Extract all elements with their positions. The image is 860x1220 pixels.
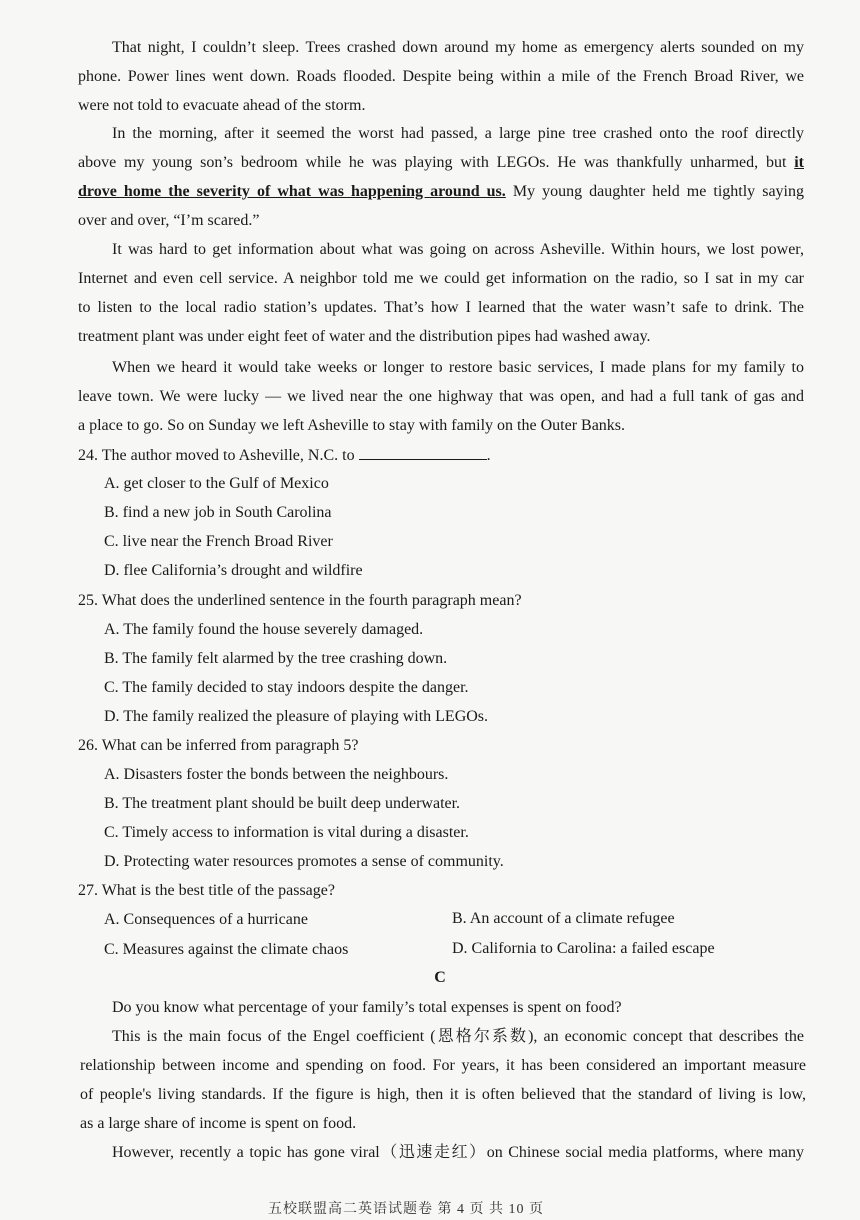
question-text: 24. The author moved to Asheville, N.C. to	[78, 447, 355, 464]
option-c: C. live near the French Broad River	[104, 533, 333, 550]
paragraph-line	[78, 153, 804, 173]
question-24-stem	[78, 445, 804, 466]
page-footer: 五校联盟高二英语试题卷 第 4 页 共 10 页	[268, 1202, 544, 1217]
question-26-stem: 26. What can be inferred from paragraph 5?	[78, 737, 359, 754]
question-25-stem: 25. What does the underlined sentence in the fourth paragraph mean?	[78, 592, 522, 609]
option-b: B. find a new job in South Carolina	[104, 504, 332, 521]
text-span: above my young son’s bedroom while he was playing with LEGOs. He was thankfully unharmed, but	[78, 154, 795, 171]
section-heading: C	[434, 969, 446, 986]
option-c: C. The family decided to stay indoors despite the danger.	[104, 679, 469, 696]
option-c: C. Timely access to information is vital during a disaster.	[104, 824, 469, 841]
paragraph-line: treatment plant was under eight feet of water and the distribution pipes had washed away.	[78, 328, 651, 345]
paragraph-line: Do you know what percentage of your family’s total expenses is spent on food?	[112, 999, 622, 1016]
paragraph-line	[78, 182, 804, 202]
paragraph-line: However, recently a topic has gone viral（迅速走红）on Chinese social media platforms, where many	[112, 1144, 804, 1161]
question-end: .	[486, 447, 491, 464]
text-span: My young daughter held me tightly saying	[505, 183, 804, 200]
option-d: D. The family realized the pleasure of playing with LEGOs.	[104, 708, 489, 725]
option-a: A. The family found the house severely damaged.	[104, 621, 424, 638]
paragraph-line: When we heard it would take weeks or longer to restore basic services, I made plans for my family to	[112, 359, 804, 376]
option-c: C. Measures against the climate chaos	[104, 941, 349, 958]
option-a: A. Disasters foster the bonds between the neighbours.	[104, 766, 449, 783]
paragraph-line: phone. Power lines went down. Roads flooded. Despite being within a mile of the French Broad River, we	[78, 68, 804, 85]
answer-blank	[359, 445, 487, 460]
paragraph-line: to listen to the local radio station’s updates. That’s how I learned that the water wasn’t safe to drink. The	[78, 299, 804, 316]
question-27-stem: 27. What is the best title of the passage?	[78, 882, 335, 899]
paragraph-line: It was hard to get information about what was going on across Asheville. Within hours, we lost power,	[112, 241, 804, 258]
paragraph-line: Internet and even cell service. A neighbor told me we could get information on the radio, so I sat in my car	[78, 270, 804, 287]
option-d: D. Protecting water resources promotes a sense of community.	[104, 853, 504, 870]
option-d: D. California to Carolina: a failed escape	[452, 940, 715, 957]
underlined-sentence: it	[794, 154, 804, 171]
paragraph-line: a place to go. So on Sunday we left Asheville to stay with family on the Outer Banks.	[78, 417, 626, 434]
option-b: B. The treatment plant should be built deep underwater.	[104, 795, 461, 812]
paragraph-line: relationship between income and spending on food. For years, it has been considered an important measure	[80, 1057, 806, 1074]
paragraph-line: of people's living standards. If the figure is high, then it is often believed that the standard of living is low,	[80, 1086, 806, 1103]
paragraph-line: In the morning, after it seemed the worst had passed, a large pine tree crashed onto the roof directly	[112, 125, 804, 142]
paragraph-line: leave town. We were lucky — we lived near the one highway that was open, and had a full tank of gas and	[78, 388, 804, 405]
paragraph-line: were not told to evacuate ahead of the storm.	[78, 97, 366, 114]
paragraph-line: This is the main focus of the Engel coefficient (恩格尔系数), an economic concept that describes the	[112, 1028, 804, 1045]
paragraph-line: That night, I couldn’t sleep. Trees crashed down around my home as emergency alerts sounded on my	[112, 39, 804, 56]
option-a: A. get closer to the Gulf of Mexico	[104, 475, 329, 492]
underlined-sentence: drove home the severity of what was happening around us.	[78, 183, 506, 200]
option-b: B. The family felt alarmed by the tree crashing down.	[104, 650, 448, 667]
option-d: D. flee California’s drought and wildfire	[104, 562, 363, 579]
paragraph-line: over and over, “I’m scared.”	[78, 212, 260, 229]
paragraph-line: as a large share of income is spent on food.	[80, 1115, 357, 1132]
option-b: B. An account of a climate refugee	[452, 910, 675, 927]
option-a: A. Consequences of a hurricane	[104, 911, 308, 928]
